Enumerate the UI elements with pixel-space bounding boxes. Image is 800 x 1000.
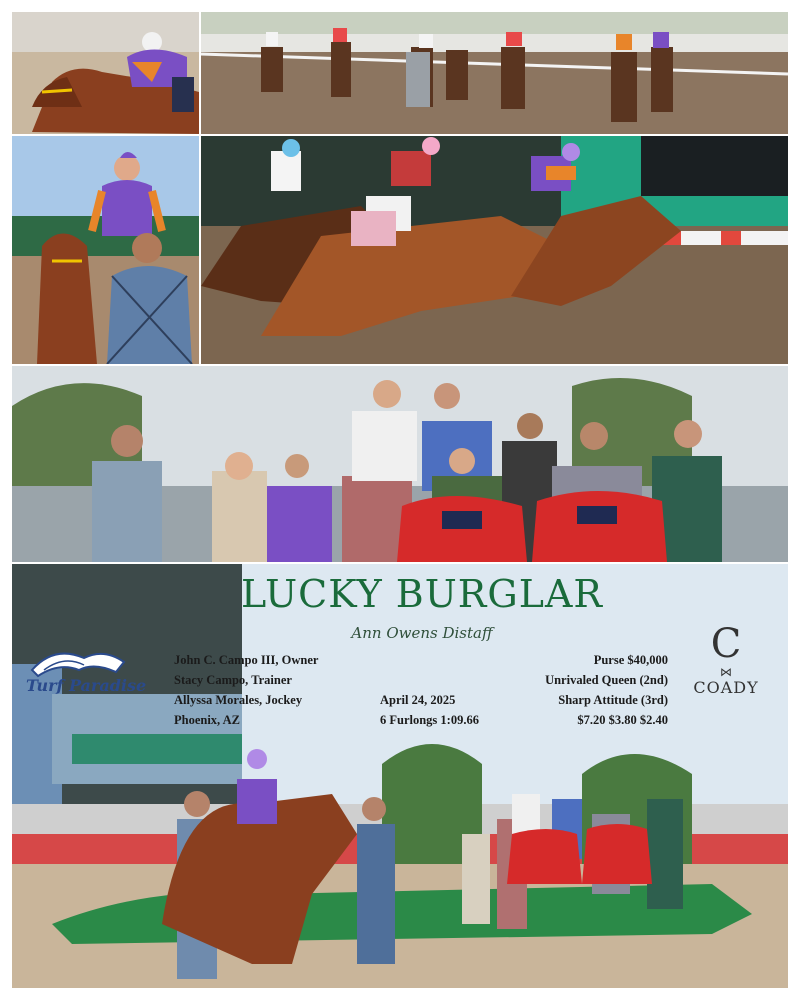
bowtie-icon: ⋈ (720, 665, 732, 679)
turf-paradise-logo-text: Turf Paradise (26, 676, 147, 695)
coady-wordmark: COADY (693, 678, 759, 697)
photo-race-field (201, 12, 788, 134)
horse-name-title: LUCKY BURGLAR (241, 572, 603, 616)
photo-jockey-handler (12, 136, 199, 364)
purse-text: Purse $40,000 (593, 653, 668, 667)
results-block (470, 650, 668, 730)
photo-horse-closeup (12, 12, 199, 134)
connections-block (174, 650, 318, 730)
race-date-text: April 24, 2025 (380, 693, 456, 707)
race-info-block (380, 690, 479, 730)
race-name-subtitle: Ann Owens Distaff (351, 624, 493, 642)
coady-letter: C (710, 621, 742, 667)
coady-logo (686, 622, 766, 697)
second-place-text: Unrivaled Queen (2nd) (545, 673, 668, 687)
photo-finish-line (201, 136, 788, 364)
trainer-text: Stacy Campo, Trainer (174, 673, 292, 687)
third-place-text: Sharp Attitude (3rd) (558, 693, 668, 707)
jockey-text: Allyssa Morales, Jockey (174, 693, 303, 707)
owner-text: John C. Campo III, Owner (174, 653, 319, 667)
photo-winners-group (12, 366, 788, 562)
location-text: Phoenix, AZ (174, 713, 240, 727)
payouts-text: $7.20 $3.80 $2.40 (577, 713, 668, 727)
distance-time-text: 6 Furlongs 1:09.66 (380, 713, 479, 727)
